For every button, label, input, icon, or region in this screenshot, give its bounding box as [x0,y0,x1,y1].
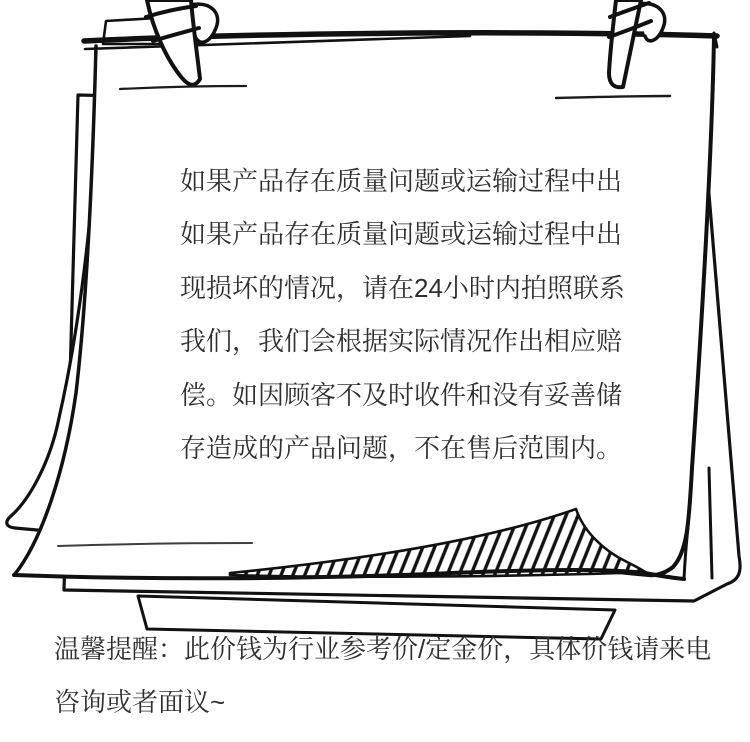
note-line: 如果产品存在质量问题或运输过程中出 [180,166,623,196]
price-reminder [54,623,734,729]
note-line: 我们，我们会根据实际情况作出相应赔 [180,326,623,357]
note-line: 存造成的产品问题，不在售后范围内。 [180,433,623,464]
note-body [180,155,650,475]
caption-line: 温馨提醒：此价钱为行业参考价/定金价，具体价钱请来电 [54,634,712,664]
note-line: 如果产品存在质量问题或运输过程中出 [180,219,623,250]
caption-line: 咨询或者面议~ [54,687,226,717]
note-line: 偿。如因顾客不及时收件和没有妥善储 [180,379,623,410]
note-line: 现损坏的情况，请在24小时内拍照联系 [180,272,625,303]
